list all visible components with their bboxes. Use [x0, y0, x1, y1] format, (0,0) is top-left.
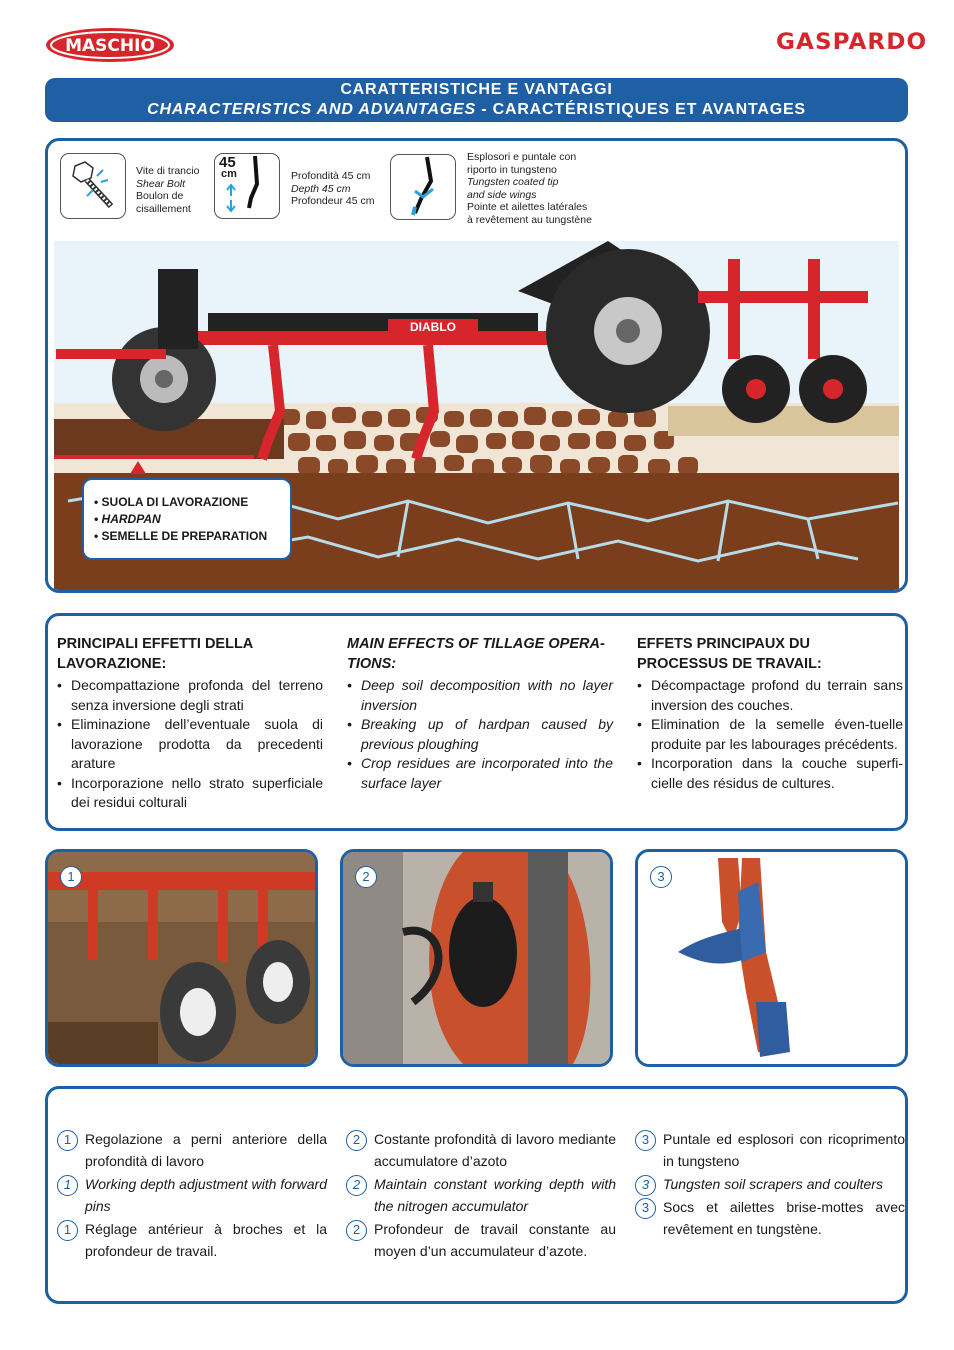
- shear-bolt-fr-2: cisaillement: [136, 202, 191, 215]
- feature-number-badge: 1: [57, 1220, 78, 1241]
- feature-text-it: Costante profondità di lavoro mediante accumulatore d’azoto: [374, 1131, 616, 1169]
- section-header: [45, 78, 908, 122]
- depth-en: Depth 45 cm: [291, 182, 351, 195]
- tip-it-1: Esplosori e puntale con: [467, 151, 577, 163]
- feature-text-fr: Profondeur de travail constante au moyen d’un accumulateur d’azote.: [374, 1221, 616, 1259]
- feature-text-it: Regolazione a perni anteriore della profondità di lavoro: [85, 1131, 327, 1169]
- feature-text-en: Maintain constant working depth with the nitrogen accumulator: [374, 1176, 616, 1214]
- tip-en-1: Tungsten coated tip: [467, 176, 559, 188]
- effects-item-fr: • Décompactage profond du terrain sans inversion des couches.: [651, 676, 903, 715]
- tip-fr-1: Pointe et ailettes latérales: [467, 201, 588, 213]
- feature-item: [635, 1128, 905, 1172]
- photo-tip-image: [638, 852, 905, 1064]
- feature-item: [346, 1218, 616, 1262]
- feature-text-en: Tungsten soil scrapers and coulters: [663, 1176, 883, 1192]
- feature-number-badge: 2: [346, 1175, 367, 1196]
- shear-bolt-caption: [136, 165, 199, 215]
- effects-column-en: [347, 634, 613, 793]
- depth-it: Profondità 45 cm: [291, 170, 371, 182]
- feature-item: [635, 1196, 905, 1240]
- photo-tungsten-tip: [635, 849, 908, 1067]
- feature-text-it: Puntale ed esplosori con ricoprimento in tungsteno: [663, 1131, 905, 1169]
- depth-icon-value: 45: [219, 154, 236, 171]
- feature-number-badge: 1: [57, 1175, 78, 1196]
- depth-caption: [291, 170, 374, 208]
- effects-column-it: [57, 634, 323, 813]
- depth-icon: [214, 153, 280, 219]
- feature-item: [346, 1173, 616, 1217]
- effects-title-it: PRINCIPALI EFFETTI DELLA LAVORAZIONE:: [57, 636, 253, 672]
- effects-item-en: • Deep soil decomposition with no layer inversion: [361, 676, 613, 715]
- hardpan-label: [82, 478, 292, 560]
- feature-number-badge: 2: [346, 1130, 367, 1151]
- feature-number-badge: 3: [635, 1198, 656, 1219]
- effects-title-en: MAIN EFFECTS OF TILLAGE OPERA-TIONS:: [347, 636, 605, 672]
- feature-item: [57, 1128, 327, 1172]
- header-separator: -: [475, 101, 493, 118]
- depth-fr: Profondeur 45 cm: [291, 195, 375, 207]
- effects-item-en: • Crop residues are incorporated into the surface layer: [361, 754, 613, 793]
- photo-number-2: 2: [355, 866, 377, 888]
- feature-number-badge: 3: [635, 1175, 656, 1196]
- tungsten-tip-icon: [390, 154, 456, 220]
- feature-number-badge: 2: [346, 1220, 367, 1241]
- header-subtitle: [45, 100, 908, 120]
- effects-item-it: • Decompattazione profonda del terreno senza inversione degli strati: [71, 676, 323, 715]
- shear-bolt-icon: [60, 153, 126, 219]
- shear-bolt-fr-1: Boulon de: [136, 190, 184, 202]
- photo-depth-adjustment: [45, 849, 318, 1067]
- tip-fr-2: à revêtement au tungstène: [467, 213, 592, 226]
- shear-bolt-it: Vite di trancio: [136, 165, 200, 177]
- feature-item: [57, 1218, 327, 1262]
- header-title-it: CARATTERISTICHE E VANTAGGI: [340, 81, 613, 98]
- features-column-3: [635, 1128, 905, 1241]
- feature-number-badge: 1: [57, 1130, 78, 1151]
- tip-it-2: riporto in tungsteno: [467, 163, 557, 176]
- effects-item-it: • Eliminazione dell’eventuale suola di lavorazione prodotta da precedenti arature: [71, 715, 323, 774]
- feature-text-fr: Socs et ailettes brise-mottes avec revêtement en tungstène.: [663, 1199, 905, 1237]
- gaspardo-logo: GASPARDO: [776, 30, 928, 55]
- hardpan-fr: • SEMELLE DE PREPARATION: [94, 529, 268, 543]
- feature-item: [57, 1173, 327, 1217]
- effects-item-it: • Incorporazione nello strato superficiale dei residui colturali: [71, 774, 323, 813]
- tungsten-tip-caption: [467, 151, 592, 226]
- photo-number-3: 3: [650, 866, 672, 888]
- effects-column-fr: [637, 634, 903, 793]
- feature-item: [346, 1128, 616, 1172]
- effects-item-fr: • Incorporation dans la couche superfi-cielle des résidus de cultures.: [651, 754, 903, 793]
- feature-number-badge: 3: [635, 1130, 656, 1151]
- effects-item-en: • Breaking up of hardpan caused by previous ploughing: [361, 715, 613, 754]
- features-column-2: [346, 1128, 616, 1263]
- feature-item: [635, 1173, 905, 1195]
- hardpan-it: • SUOLA DI LAVORAZIONE: [94, 495, 249, 509]
- header-title-fr: CARACTÉRISTIQUES ET AVANTAGES: [492, 101, 806, 118]
- effects-item-fr: • Elimination de la semelle éven-tuelle produite par les labourages précédents.: [651, 715, 903, 754]
- depth-icon-unit: cm: [221, 168, 237, 180]
- feature-text-en: Working depth adjustment with forward pins: [85, 1176, 327, 1214]
- maschio-logo: [44, 26, 176, 64]
- machine-model-label: DIABLO: [410, 320, 456, 334]
- photo-number-1: 1: [60, 866, 82, 888]
- photo-wheels-image: [48, 852, 315, 1064]
- feature-text-fr: Réglage antérieur à broches et la profondeur de travail.: [85, 1221, 327, 1259]
- photo-accumulator-image: [343, 852, 610, 1064]
- tip-en-2: and side wings: [467, 188, 537, 201]
- effects-panel: [45, 613, 908, 831]
- features-column-1: [57, 1128, 327, 1263]
- maschio-logo-text: MASCHIO: [65, 36, 155, 56]
- hardpan-en: • HARDPAN: [94, 512, 161, 526]
- photo-nitrogen-accumulator: [340, 849, 613, 1067]
- effects-title-fr: EFFETS PRINCIPAUX DU PROCESSUS DE TRAVAIL:: [637, 636, 822, 672]
- shear-bolt-en: Shear Bolt: [136, 177, 186, 190]
- header-title-en: CHARACTERISTICS AND ADVANTAGES: [147, 101, 476, 118]
